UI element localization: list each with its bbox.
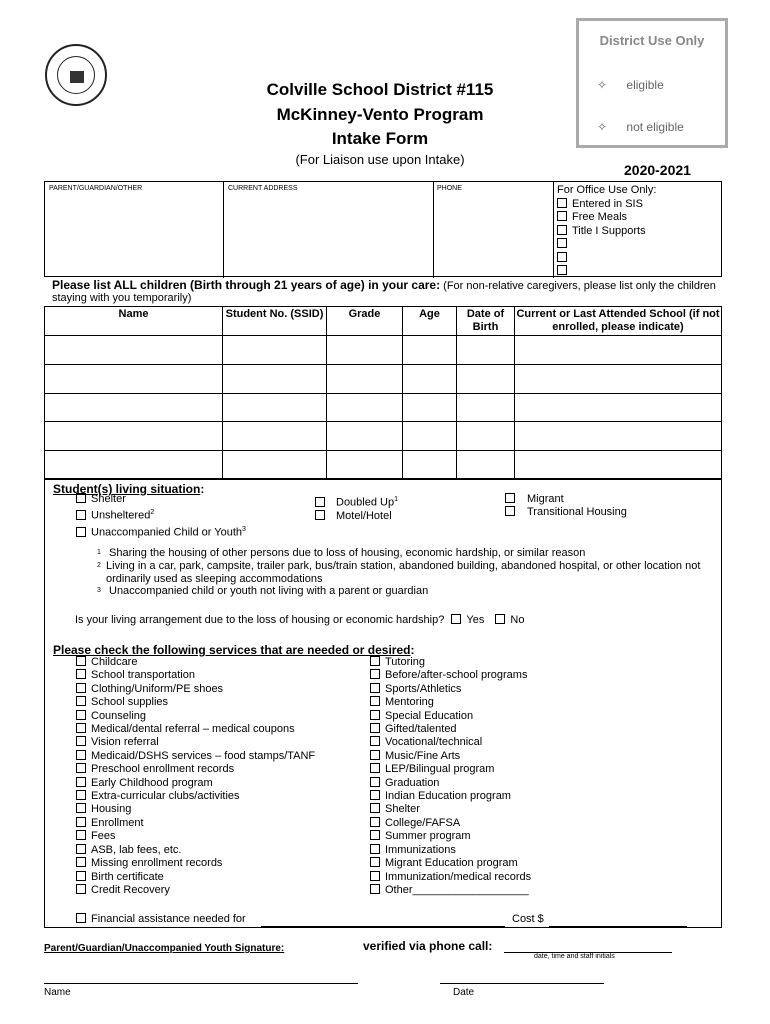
service-option[interactable]: LEP/Bilingual program xyxy=(370,763,531,776)
checkbox[interactable] xyxy=(370,750,380,760)
current-address-field[interactable]: CURRENT ADDRESS xyxy=(228,185,298,192)
service-option[interactable]: Medicaid/DSHS services – food stamps/TANF xyxy=(76,750,315,763)
cost-label: Cost $ xyxy=(512,913,544,925)
table-row[interactable] xyxy=(45,422,722,451)
parent-guardian-field[interactable]: PARENT/GUARDIAN/OTHER xyxy=(49,185,143,192)
service-option[interactable]: Immunizations xyxy=(370,844,531,857)
service-option[interactable]: Preschool enrollment records xyxy=(76,763,315,776)
checkbox[interactable] xyxy=(315,510,325,520)
service-option[interactable]: Other___________________ xyxy=(370,884,531,897)
eligible-label: eligible xyxy=(626,78,664,92)
col-name: Name xyxy=(45,307,223,336)
office-item[interactable]: Entered in SIS xyxy=(557,198,656,212)
living-situation-title: Student(s) living situation xyxy=(53,482,201,496)
name-signature-line[interactable] xyxy=(44,983,358,984)
checkbox[interactable] xyxy=(76,830,86,840)
office-item[interactable] xyxy=(557,252,656,266)
service-option[interactable]: Immunization/medical records xyxy=(370,871,531,884)
form-title: Colville School District #115 xyxy=(266,80,494,99)
checkbox[interactable] xyxy=(370,763,380,773)
table-row[interactable] xyxy=(45,364,722,393)
cost-input-line[interactable] xyxy=(549,926,687,927)
checkbox[interactable] xyxy=(505,493,515,503)
checkbox[interactable] xyxy=(76,777,86,787)
service-option[interactable]: Vocational/technical xyxy=(370,736,531,749)
service-option[interactable]: Early Childhood program xyxy=(76,777,315,790)
service-option[interactable]: Indian Education program xyxy=(370,790,531,803)
service-option[interactable]: Clothing/Uniform/PE shoes xyxy=(76,683,315,696)
grid-divider xyxy=(223,182,224,278)
office-item[interactable]: Free Meals xyxy=(557,211,656,225)
verified-phone-label: verified via phone call: xyxy=(363,939,493,953)
date-line[interactable] xyxy=(440,983,604,984)
living-option[interactable]: Motel/Hotel xyxy=(315,510,398,523)
services-heading: Please check the following services that are needed or desired: xyxy=(53,643,415,657)
table-header-row xyxy=(45,307,722,336)
living-option[interactable]: Doubled Up$^1$ xyxy=(315,493,398,510)
checkbox[interactable] xyxy=(505,506,515,516)
financial-input-line[interactable] xyxy=(261,926,505,927)
program-title: McKinney-Vento Program xyxy=(276,105,484,124)
signature-heading: Parent/Guardian/Unaccompanied Youth Signature: xyxy=(44,943,285,954)
living-option[interactable]: Migrant xyxy=(505,493,627,506)
checkbox[interactable] xyxy=(370,723,380,733)
footnote: 2 Living in a car, park, campsite, trailer park, bus/train station, abandoned building, abandoned hospital, or other location not ordinarily used as sleeping accommodations xyxy=(97,559,701,585)
living-option[interactable]: Unsheltered$^2$ xyxy=(76,506,246,523)
service-option[interactable]: Medical/dental referral – medical coupons xyxy=(76,723,315,736)
checkbox[interactable] xyxy=(76,723,86,733)
service-option[interactable]: ASB, lab fees, etc. xyxy=(76,844,315,857)
service-option[interactable]: Tutoring xyxy=(370,656,531,669)
checkbox[interactable] xyxy=(76,510,86,520)
eligible-option[interactable] xyxy=(597,78,664,92)
diamond-icon: ✧ xyxy=(597,120,608,134)
table-row[interactable] xyxy=(45,393,722,422)
checkbox[interactable] xyxy=(76,790,86,800)
service-option[interactable]: Enrollment xyxy=(76,817,315,830)
checkbox[interactable] xyxy=(370,710,380,720)
checkbox[interactable] xyxy=(76,493,86,503)
col-age: Age xyxy=(403,307,457,336)
service-option[interactable]: Gifted/talented xyxy=(370,723,531,736)
living-col2 xyxy=(315,493,398,523)
school-year: 2020-2021 xyxy=(624,162,691,178)
district-use-title: District Use Only xyxy=(599,33,705,48)
intake-title: Intake Form xyxy=(331,129,429,148)
checkbox[interactable] xyxy=(557,265,567,275)
checkbox[interactable] xyxy=(557,225,567,235)
checkbox[interactable] xyxy=(76,844,86,854)
living-col3 xyxy=(505,493,627,520)
checkbox[interactable] xyxy=(557,238,567,248)
checkbox[interactable] xyxy=(370,790,380,800)
checkbox[interactable] xyxy=(76,817,86,827)
checkbox[interactable] xyxy=(315,497,325,507)
office-item[interactable] xyxy=(557,265,656,279)
children-intro-rest: (For non-relative caregivers, please list only the children staying with you temporarily) xyxy=(52,280,716,304)
district-use-box xyxy=(576,18,728,148)
table-row[interactable] xyxy=(45,336,722,365)
service-option[interactable]: Migrant Education program xyxy=(370,857,531,870)
service-option[interactable]: Before/after-school programs xyxy=(370,669,531,682)
service-option[interactable]: School supplies xyxy=(76,696,315,709)
checkbox[interactable] xyxy=(370,656,380,666)
service-option[interactable]: Missing enrollment records xyxy=(76,857,315,870)
children-intro xyxy=(52,279,722,304)
col-grade: Grade xyxy=(327,307,403,336)
district-seal-logo xyxy=(45,44,107,106)
phone-field[interactable]: PHONE xyxy=(437,185,462,192)
service-option[interactable]: College/FAFSA xyxy=(370,817,531,830)
not-eligible-option[interactable] xyxy=(597,120,684,134)
footnotes xyxy=(97,547,717,598)
checkbox[interactable] xyxy=(370,803,380,813)
checkbox[interactable] xyxy=(370,871,380,881)
checkbox[interactable] xyxy=(370,736,380,746)
form-subtitle: (For Liaison use upon Intake) xyxy=(295,152,465,167)
checkbox[interactable] xyxy=(76,710,86,720)
living-services-box xyxy=(44,478,722,928)
date-label: Date xyxy=(453,987,475,998)
service-option[interactable]: Special Education xyxy=(370,710,531,723)
yes-checkbox[interactable] xyxy=(451,614,461,624)
checkbox[interactable] xyxy=(76,750,86,760)
checkbox[interactable] xyxy=(370,817,380,827)
checkbox[interactable] xyxy=(76,669,86,679)
children-intro-bold: Please list ALL children (Birth through 21 years of age) in your care: xyxy=(52,278,441,292)
checkbox[interactable] xyxy=(370,696,380,706)
checkbox[interactable] xyxy=(370,777,380,787)
diamond-icon: ✧ xyxy=(597,78,608,92)
signature-label: Parent/Guardian/Unaccompanied Youth Signature xyxy=(44,943,281,954)
contact-info-grid xyxy=(44,181,722,277)
service-option[interactable]: Counseling xyxy=(76,710,315,723)
checkbox[interactable] xyxy=(76,913,86,923)
office-use-section xyxy=(557,184,656,279)
footnote: 1 Sharing the housing of other persons due to loss of housing, economic hardship, or similar reason xyxy=(97,547,586,559)
financial-label: Financial assistance needed for xyxy=(91,913,246,925)
service-option[interactable]: Housing xyxy=(76,803,315,816)
checkbox[interactable] xyxy=(370,884,380,894)
service-option[interactable]: Music/Fine Arts xyxy=(370,750,531,763)
living-option[interactable]: Unaccompanied Child or Youth$^3$ xyxy=(76,523,246,540)
service-option[interactable]: Extra-curricular clubs/activities xyxy=(76,790,315,803)
checkbox[interactable] xyxy=(76,736,86,746)
service-option[interactable]: Sports/Athletics xyxy=(370,683,531,696)
checkbox[interactable] xyxy=(76,857,86,867)
checkbox[interactable] xyxy=(76,871,86,881)
service-option[interactable]: Birth certificate xyxy=(76,871,315,884)
checkbox[interactable] xyxy=(557,252,567,262)
service-option[interactable]: Fees xyxy=(76,830,315,843)
checkbox[interactable] xyxy=(557,211,567,221)
col-school: Current or Last Attended School (if not enrolled, please indicate) xyxy=(515,307,722,336)
service-option[interactable]: Childcare xyxy=(76,656,315,669)
services-right xyxy=(370,656,531,897)
col-student-no: Student No. (SSID) xyxy=(223,307,327,336)
grid-divider xyxy=(553,182,554,278)
checkbox[interactable] xyxy=(370,683,380,693)
checkbox[interactable] xyxy=(370,669,380,679)
service-option[interactable]: Credit Recovery xyxy=(76,884,315,897)
service-option[interactable]: Shelter xyxy=(370,803,531,816)
yes-label: Yes xyxy=(466,614,485,626)
office-use-title: For Office Use Only: xyxy=(557,184,657,196)
checkbox[interactable] xyxy=(76,527,86,537)
not-eligible-label: not eligible xyxy=(626,120,684,134)
service-option[interactable]: School transportation xyxy=(76,669,315,682)
checkbox[interactable] xyxy=(370,844,380,854)
hardship-text: Is your living arrangement due to the loss of housing or economic hardship? xyxy=(75,614,445,626)
checkbox[interactable] xyxy=(76,696,86,706)
service-option[interactable]: Vision referral xyxy=(76,736,315,749)
checkbox[interactable] xyxy=(76,656,86,666)
checkbox[interactable] xyxy=(76,803,86,813)
checkbox[interactable] xyxy=(370,830,380,840)
seal-inner-ring xyxy=(57,56,95,94)
living-option[interactable]: Transitional Housing xyxy=(505,506,627,519)
no-label: No xyxy=(510,614,525,626)
seal-building-icon xyxy=(70,71,84,83)
checkbox[interactable] xyxy=(76,884,86,894)
verified-note: date, time and staff initials xyxy=(534,953,615,960)
checkbox[interactable] xyxy=(76,683,86,693)
living-col1 xyxy=(76,493,246,541)
living-situation-heading: Student(s) living situation: xyxy=(53,482,205,496)
footnote: 3 Unaccompanied child or youth not living with a parent or guardian xyxy=(97,585,429,598)
no-checkbox[interactable] xyxy=(495,614,505,624)
service-option[interactable]: Summer program xyxy=(370,830,531,843)
table-row[interactable] xyxy=(45,451,722,480)
office-item[interactable]: Title I Supports xyxy=(557,225,656,239)
name-label: Name xyxy=(44,987,71,998)
grid-divider xyxy=(433,182,434,278)
service-option[interactable]: Graduation xyxy=(370,777,531,790)
children-table xyxy=(44,306,722,480)
hardship-question xyxy=(75,614,524,627)
service-option[interactable]: Mentoring xyxy=(370,696,531,709)
office-item[interactable] xyxy=(557,238,656,252)
col-dob: Date of Birth xyxy=(457,307,515,336)
financial-assistance-row[interactable] xyxy=(76,913,246,926)
services-left xyxy=(76,656,315,897)
checkbox[interactable] xyxy=(370,857,380,867)
checkbox[interactable] xyxy=(557,198,567,208)
checkbox[interactable] xyxy=(76,763,86,773)
living-option[interactable]: Shelter xyxy=(76,493,246,506)
services-title: Please check the following services that are needed or desired xyxy=(53,643,411,657)
